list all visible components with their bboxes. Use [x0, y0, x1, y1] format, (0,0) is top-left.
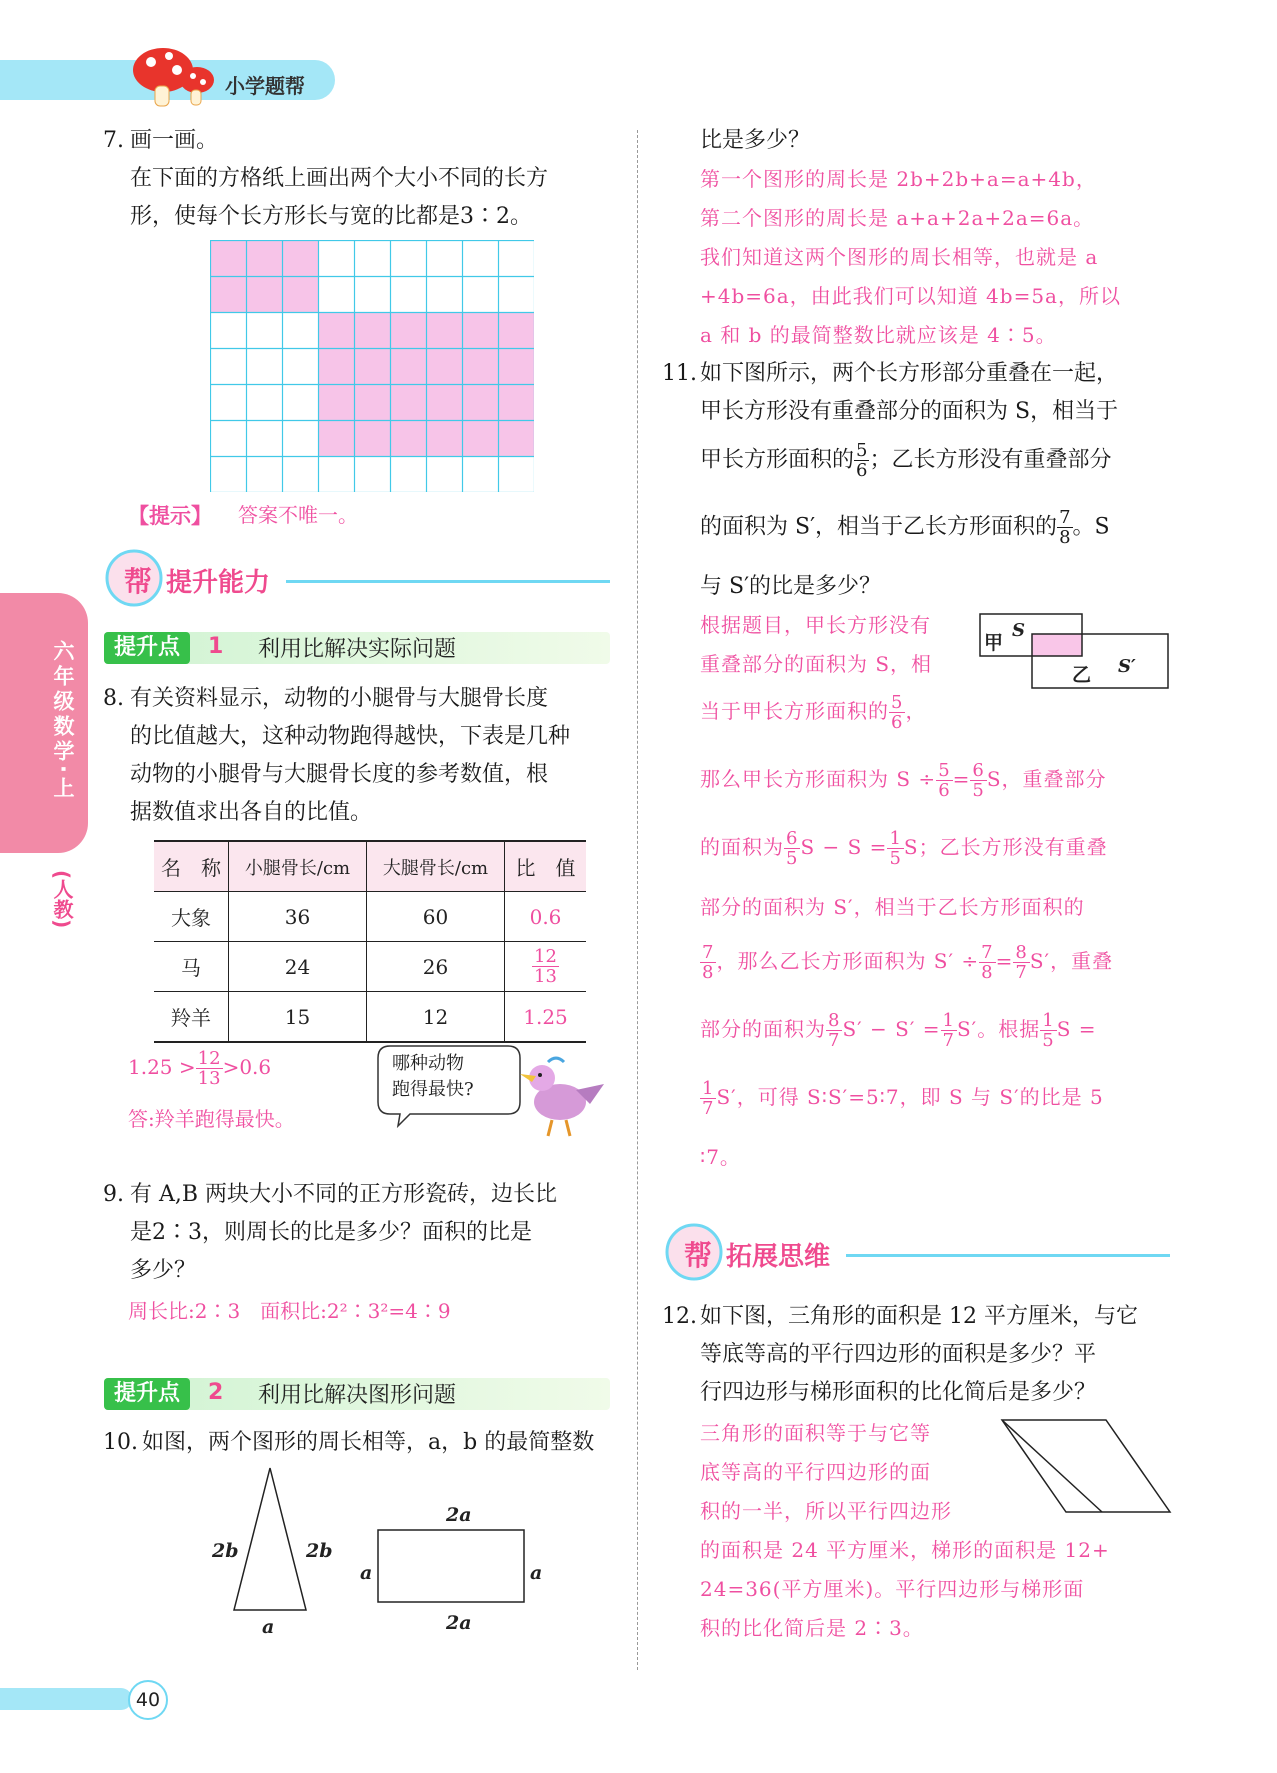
shaded-cell: [390, 420, 426, 456]
shaded-cell: [318, 312, 354, 348]
shaded-cell: [246, 240, 282, 276]
q12-answer-3: 积的一半，所以平行四边形: [700, 1499, 952, 1523]
q10-answer-2: 第二个图形的周长是 a+a+2a+2a=6a。: [700, 206, 1095, 230]
bone-ratio-table: [154, 840, 586, 1043]
shaded-cell: [210, 240, 246, 276]
q9-line-1: 有 A,B 两块大小不同的正方形瓷砖，边长比: [130, 1182, 558, 1207]
expand-title: 拓展思维: [726, 1242, 831, 1272]
shaded-cell: [354, 312, 390, 348]
shaded-cell: [498, 348, 534, 384]
mushroom-icon: [125, 40, 225, 110]
small-bone: 24: [229, 942, 367, 992]
shaded-cell: [462, 348, 498, 384]
shaded-cell: [390, 312, 426, 348]
q11-answer-7: $\frac{7}{8}$ ，那么乙长方形面积为 S′ ÷ $\frac{7}{8}$ = $\frac{8}{7}$ S′，重叠: [702, 942, 1114, 983]
q8-line-2: 的比值越大，这种动物跑得越快，下表是几种: [130, 724, 571, 749]
animal-name: 羚羊: [154, 992, 229, 1043]
q11-answer-10: ∶7。: [700, 1145, 741, 1169]
q11-number: 11.: [662, 361, 697, 386]
shaded-cell: [462, 312, 498, 348]
q12-line-2: 等底等高的平行四边形的面积是多少？平: [700, 1342, 1097, 1367]
label-jia: 甲: [984, 632, 1004, 654]
q11-answer-4: 那么甲长方形面积为 S ÷ $\frac{5}{6}$ = $\frac{6}{5}$ S，重叠部分: [700, 760, 1107, 801]
q11-line-4: 的面积为 S′，相当于乙长方形面积的 $\frac{7}{8}$ 。S: [700, 507, 1110, 548]
rectangle-shape: [378, 1530, 524, 1602]
triangle-bottom-label: a: [262, 1616, 275, 1638]
q12-number: 12.: [662, 1304, 697, 1329]
trapezoid-figure: [996, 1416, 1176, 1516]
shaded-cell: [354, 420, 390, 456]
small-bone: 36: [229, 892, 367, 942]
bubble-text-2: 跑得最快?: [392, 1079, 474, 1100]
point-1-title: 利用比解决实际问题: [258, 637, 457, 662]
table-header: 名 称: [154, 841, 229, 892]
animal-name: 大象: [154, 892, 229, 942]
point-1-tag: 提升点: [104, 632, 190, 664]
q8-line-1: 有关资料显示，动物的小腿骨与大腿骨长度: [130, 686, 549, 711]
triangle-right-label: 2b: [306, 1540, 333, 1562]
point-2-number: 2: [208, 1380, 224, 1405]
table-row: [154, 892, 586, 942]
q7-title: 画一画。: [130, 128, 219, 153]
point-2-tag: 提升点: [104, 1378, 190, 1410]
label-s-prime: S′: [1118, 656, 1136, 677]
bird-icon: [520, 1058, 604, 1136]
table-header: 小腿骨长/cm: [229, 841, 367, 892]
q7-hint-label: 【提示】: [128, 504, 212, 528]
triangle-left-label: 2b: [212, 1540, 239, 1562]
expand-rule: [846, 1254, 1170, 1257]
shaded-cell: [318, 384, 354, 420]
q7-hint-text: 答案不唯一。: [238, 503, 358, 527]
ratio-value: 1.25: [523, 1004, 568, 1029]
q11-line-1: 如下图所示，两个长方形部分重叠在一起，: [700, 361, 1119, 386]
ability-title: 提升能力: [166, 568, 271, 598]
shaded-cell: [282, 240, 318, 276]
point-2-title: 利用比解决图形问题: [258, 1383, 457, 1408]
q7-line-1: 在下面的方格纸上画出两个大小不同的长方: [130, 166, 549, 191]
q12-answer-2: 底等高的平行四边形的面: [700, 1460, 931, 1484]
label-yi: 乙: [1072, 664, 1092, 686]
q12-answer-4: 的面积是 24 平方厘米，梯形的面积是 12+: [700, 1538, 1110, 1562]
rect-bottom-label: 2a: [446, 1612, 472, 1634]
shaded-cell: [246, 276, 282, 312]
shaded-cell: [390, 348, 426, 384]
edition-label: (人教): [50, 870, 74, 929]
big-bone: 60: [367, 892, 505, 942]
page-number: 40: [128, 1680, 168, 1720]
q11-line-5: 与 S′的比是多少？: [700, 574, 882, 599]
q12-line-1: 如下图，三角形的面积是 12 平方厘米，与它: [700, 1304, 1138, 1329]
small-bone: 15: [229, 992, 367, 1043]
point-1-number: 1: [208, 634, 224, 659]
shaded-cell: [282, 276, 318, 312]
q10-number: 10.: [103, 1430, 138, 1455]
shaded-cell: [318, 420, 354, 456]
table-header: 比 值: [515, 856, 576, 880]
shaded-cell: [426, 348, 462, 384]
q10-answer-3: 我们知道这两个图形的周长相等，也就是 a: [700, 245, 1099, 269]
q9-number: 9.: [103, 1182, 124, 1207]
q10-answer-1: 第一个图形的周长是 2b+2b+a=a+4b，: [700, 167, 1097, 191]
shaded-cell: [354, 348, 390, 384]
page-number-band: [0, 1688, 132, 1710]
ratio-fraction: $\frac{12}{13}$: [534, 946, 557, 987]
bubble-text-1: 哪种动物: [392, 1053, 464, 1074]
ability-rule: [286, 580, 610, 583]
q12-answer-6: 积的比化简后是 2∶3。: [700, 1616, 924, 1640]
big-bone: 26: [367, 942, 505, 992]
table-header: 大腿骨长/cm: [367, 841, 505, 892]
shaded-cell: [426, 312, 462, 348]
q9-line-3: 多少？: [130, 1258, 197, 1283]
q11-answer-9: $\frac{1}{7}$ S′，可得 S∶S′=5∶7，即 S 与 S′的比是 5: [702, 1078, 1104, 1119]
shaded-cell: [390, 384, 426, 420]
shaded-cell: [210, 276, 246, 312]
shaded-cell: [498, 420, 534, 456]
q10-line-1: 如图，两个图形的周长相等，a，b 的最简整数: [142, 1430, 595, 1455]
shaded-cell: [426, 420, 462, 456]
shaded-cell: [498, 312, 534, 348]
rect-right-label: a: [530, 1562, 543, 1584]
q8-compare: 1.25 > $\frac{12}{13}$ >0.6: [128, 1048, 272, 1089]
q10-answer-5: a 和 b 的最简整数比就应该是 4∶5。: [700, 323, 1057, 347]
big-bone: 12: [367, 992, 505, 1043]
shaded-cell: [318, 348, 354, 384]
shaded-cell: [462, 420, 498, 456]
q12-line-3: 行四边形与梯形面积的比化简后是多少？: [700, 1380, 1097, 1405]
ability-badge: 帮: [124, 565, 153, 598]
animal-name: 马: [154, 942, 229, 992]
shaded-cell: [462, 384, 498, 420]
expand-badge: 帮: [684, 1239, 713, 1272]
series-title: 小学题帮: [225, 74, 305, 98]
q9-answer: 周长比:2∶3 面积比:2²∶3²=4∶9: [128, 1299, 451, 1323]
isosceles-triangle: [234, 1468, 306, 1610]
q12-answer-5: 24=36(平方厘米)。平行四边形与梯形面: [700, 1577, 1085, 1601]
column-divider: [637, 130, 638, 1670]
q11-answer-8: 部分的面积为 $\frac{8}{7}$ S′ − S′ = $\frac{1}{7}$ S′。根据 $\frac{1}{5}$ S =: [700, 1010, 1097, 1051]
q10-line-2: 比是多少？: [700, 128, 811, 153]
rect-left-label: a: [360, 1562, 373, 1584]
q8-line-4: 据数值求出各自的比值。: [130, 800, 373, 825]
q9-line-2: 是2∶3，则周长的比是多少？面积的比是: [130, 1220, 532, 1245]
rect-top-label: 2a: [446, 1504, 472, 1526]
q11-answer-5: 的面积为 $\frac{6}{5}$ S − S = $\frac{1}{5}$ S；乙长方形没有重叠: [700, 828, 1108, 869]
q7-line-2: 形，使每个长方形长与宽的比都是3∶2。: [130, 204, 532, 229]
q11-line-3: 甲长方形面积的 $\frac{5}{6}$ ；乙长方形没有重叠部分: [700, 440, 1112, 481]
grade-label: 六年级数学·上: [51, 640, 75, 802]
shaded-cell: [498, 384, 534, 420]
q11-answer-6: 部分的面积为 S′，相当于乙长方形面积的: [700, 895, 1085, 919]
q8-answer: 答:羚羊跑得最快。: [128, 1107, 295, 1131]
triangle-divider: [1002, 1420, 1102, 1512]
q7-number: 7.: [103, 128, 124, 153]
table-row: [154, 942, 586, 992]
shaded-cell: [426, 384, 462, 420]
ratio-value: 0.6: [529, 904, 562, 929]
q8-line-3: 动物的小腿骨与大腿骨长度的参考数值，根: [130, 762, 549, 787]
q8-number: 8.: [103, 686, 124, 711]
label-s: S: [1012, 620, 1025, 641]
graph-paper-grid: [210, 240, 534, 492]
table-row: [154, 992, 586, 1043]
shaded-cell: [354, 384, 390, 420]
table-header-row: [154, 841, 586, 892]
q11-answer-2: 重叠部分的面积为 S，相: [700, 652, 933, 676]
q11-answer-1: 根据题目，甲长方形没有: [700, 613, 931, 637]
q11-answer-3: 当于甲长方形面积的 $\frac{5}{6}$ ，: [700, 692, 927, 733]
q10-figures: [200, 1460, 620, 1640]
ratio-value: [505, 942, 587, 992]
q12-answer-1: 三角形的面积等于与它等: [700, 1421, 931, 1445]
q11-line-2: 甲长方形没有重叠部分的面积为 S，相当于: [700, 399, 1119, 424]
q10-answer-4: +4b=6a，由此我们可以知道 4b=5a，所以: [700, 284, 1121, 308]
